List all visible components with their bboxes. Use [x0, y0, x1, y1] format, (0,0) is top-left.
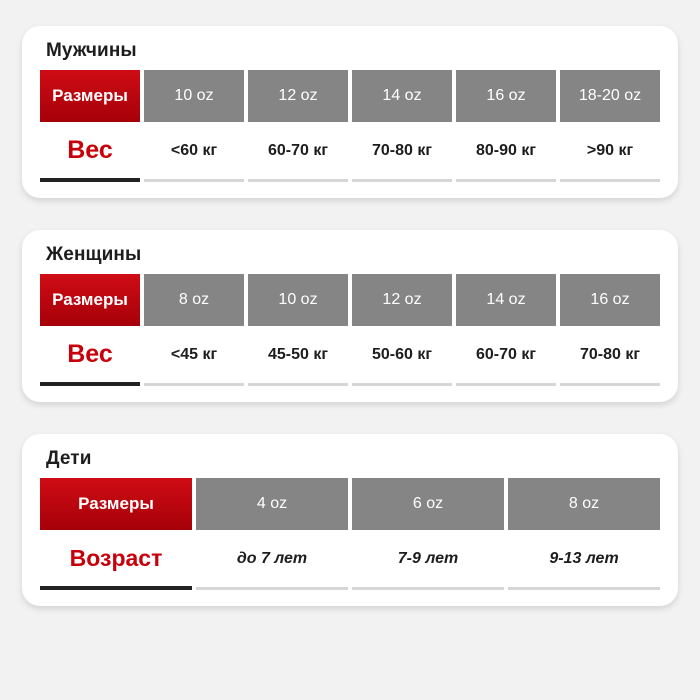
table-row-values	[40, 326, 660, 386]
value-cell: 60-70 кг	[456, 326, 556, 386]
value-row-label: Вес	[40, 122, 140, 182]
table-row-sizes	[40, 70, 660, 122]
size-row-label: Размеры	[40, 70, 140, 122]
table-row-sizes	[40, 478, 660, 530]
size-cell: 6 oz	[352, 478, 504, 530]
size-card-women	[22, 230, 678, 402]
size-cell: 14 oz	[352, 70, 452, 122]
value-cell: 50-60 кг	[352, 326, 452, 386]
value-cell: 45-50 кг	[248, 326, 348, 386]
size-table-women	[36, 274, 664, 386]
size-cell: 10 oz	[144, 70, 244, 122]
size-cell: 16 oz	[560, 274, 660, 326]
size-cell: 16 oz	[456, 70, 556, 122]
size-cell: 14 oz	[456, 274, 556, 326]
value-row-label: Возраст	[40, 530, 192, 590]
size-cell: 12 oz	[352, 274, 452, 326]
size-card-kids	[22, 434, 678, 606]
value-cell: <60 кг	[144, 122, 244, 182]
value-cell: до 7 лет	[196, 530, 348, 590]
value-cell: <45 кг	[144, 326, 244, 386]
size-cell: 8 oz	[508, 478, 660, 530]
value-cell: 60-70 кг	[248, 122, 348, 182]
size-cell: 18-20 oz	[560, 70, 660, 122]
value-cell: 70-80 кг	[560, 326, 660, 386]
value-cell: 7-9 лет	[352, 530, 504, 590]
size-row-label: Размеры	[40, 478, 192, 530]
size-cell: 12 oz	[248, 70, 348, 122]
size-card-men	[22, 26, 678, 198]
table-row-sizes	[40, 274, 660, 326]
value-cell: 70-80 кг	[352, 122, 452, 182]
value-cell: >90 кг	[560, 122, 660, 182]
value-cell: 9-13 лет	[508, 530, 660, 590]
card-title-women: Женщины	[46, 244, 142, 265]
card-title-kids: Дети	[46, 448, 92, 469]
size-cell: 4 oz	[196, 478, 348, 530]
size-cell: 8 oz	[144, 274, 244, 326]
size-table-kids	[36, 478, 664, 590]
size-row-label: Размеры	[40, 274, 140, 326]
value-cell: 80-90 кг	[456, 122, 556, 182]
value-row-label: Вес	[40, 326, 140, 386]
size-cell: 10 oz	[248, 274, 348, 326]
table-row-values	[40, 122, 660, 182]
card-title-men: Мужчины	[46, 40, 137, 61]
size-table-men	[36, 70, 664, 182]
table-row-values	[40, 530, 660, 590]
